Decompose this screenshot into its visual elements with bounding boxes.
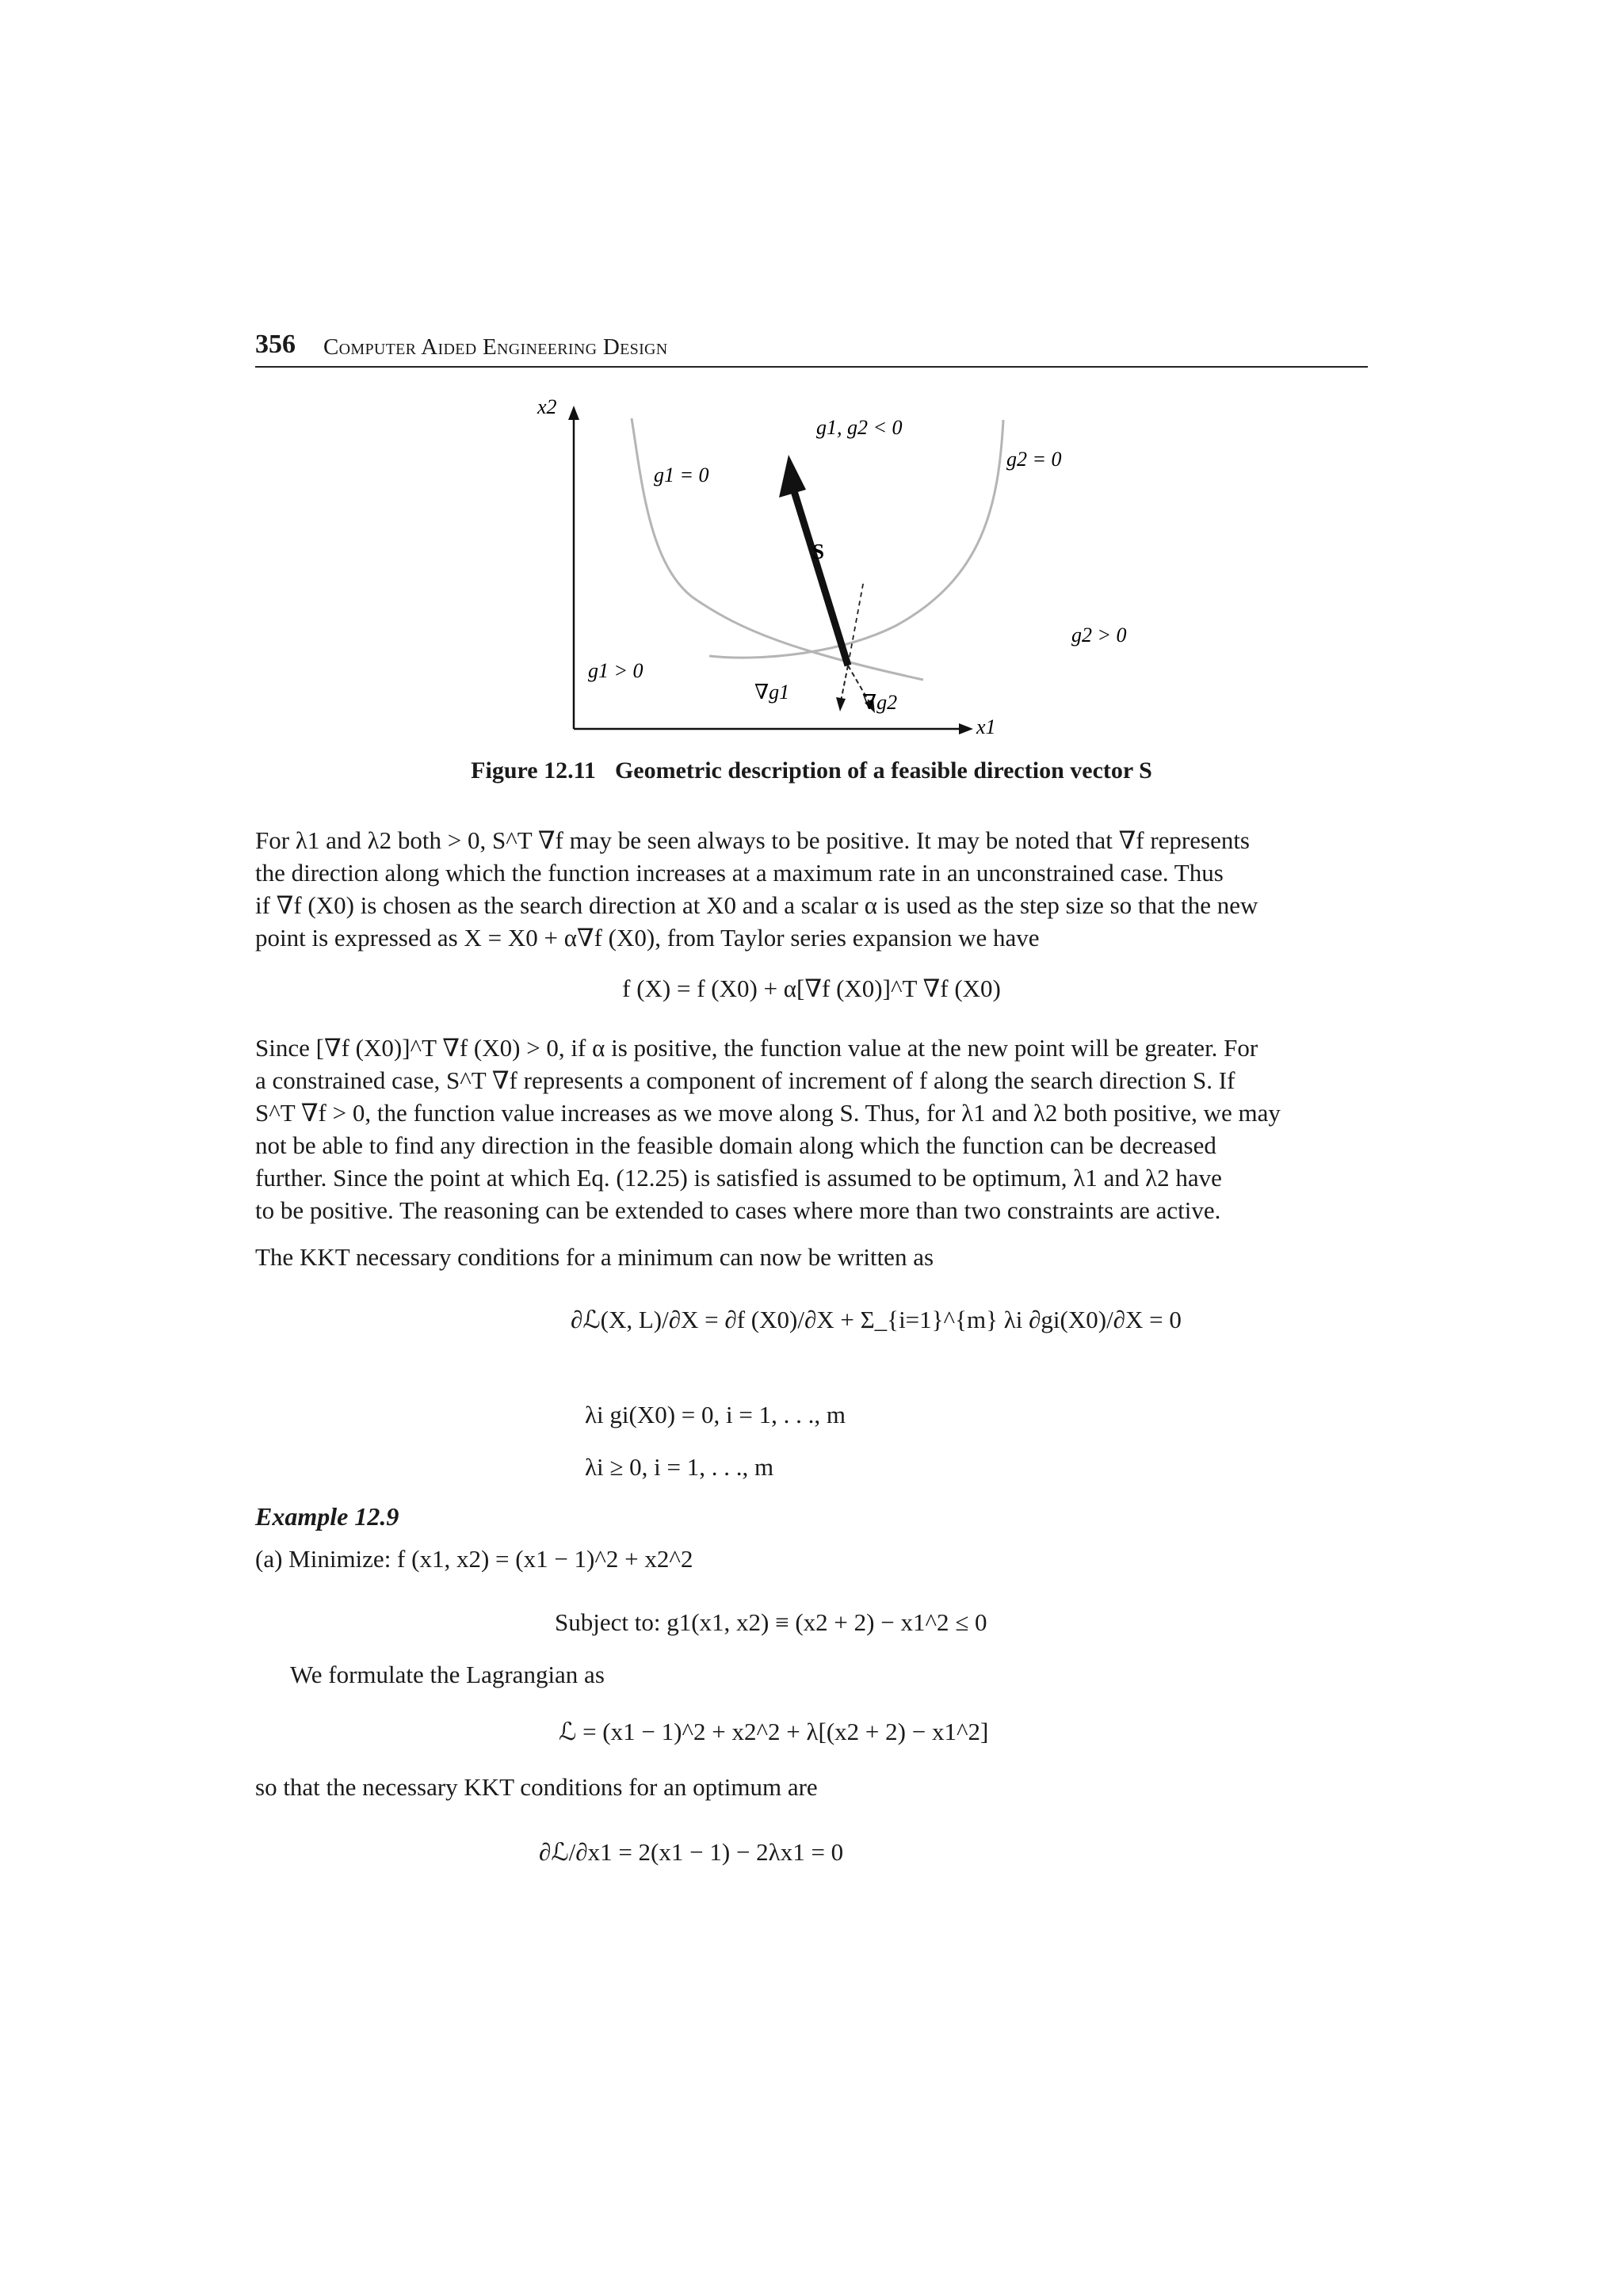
text-line: the direction along which the function increases at a maximum rate in an unconstrained case. Thus [255, 859, 1224, 887]
figure-caption-text: Geometric description of a feasible direction vector S [614, 757, 1152, 784]
text-line: For λ1 and λ2 both > 0, S^T ∇f may be seen always to be positive. It may be noted that ∇f represents [255, 826, 1251, 854]
g2-eq-label: g2 = 0 [1006, 448, 1062, 471]
lagrangian-intro: We formulate the Lagrangian as [290, 1661, 605, 1688]
text-line: point is expressed as X = X0 + α∇f (X0), from Taylor series expansion we have [255, 924, 1040, 952]
figure-feasible-direction [523, 396, 1157, 745]
figure-number: Figure 12.11 [471, 757, 596, 784]
text-line: to be positive. The reasoning can be extended to cases where more than two constraints are active. [255, 1196, 1221, 1224]
s-label: S [812, 540, 825, 563]
text-line: not be able to find any direction in the feasible domain along which the function can be decreased [255, 1131, 1216, 1159]
taylor-equation: f (X) = f (X0) + α[∇f (X0)]^T ∇f (X0) [622, 974, 1001, 1002]
lagrangian-equation: ℒ = (x1 − 1)^2 + x2^2 + λ[(x2 + 2) − x1^2] [559, 1718, 989, 1745]
g1-eq-label: g1 = 0 [654, 463, 709, 486]
text-line: if ∇f (X0) is chosen as the search direction at X0 and a scalar α is used as the step size so that the new [255, 891, 1258, 919]
search-direction-arrowhead [779, 455, 806, 498]
example-title: Example 12.9 [255, 1502, 399, 1531]
grad-g1-label: ∇g1 [754, 681, 790, 704]
kkt-intro: so that the necessary KKT conditions for an optimum are [255, 1773, 818, 1801]
grad-g1-arrowhead [836, 697, 846, 711]
feasible-region-label: g1, g2 < 0 [816, 416, 903, 439]
example-part-a: (a) Minimize: f (x1, x2) = (x1 − 1)^2 + x2^2 [255, 1545, 693, 1573]
grad-g2-label: ∇g2 [862, 691, 898, 714]
paragraph-1 [255, 824, 1368, 954]
search-direction-arrow [794, 491, 848, 666]
g2-gt-label: g2 > 0 [1071, 624, 1127, 646]
kkt-equation-2: λi gi(X0) = 0, i = 1, . . ., m [585, 1401, 846, 1428]
x2-axis-label: x2 [537, 396, 557, 418]
paragraph-2 [255, 1032, 1368, 1226]
text-line: Since [∇f (X0)]^T ∇f (X0) > 0, if α is positive, the function value at the new point will be greater. For [255, 1034, 1258, 1062]
x-axis-arrowhead [959, 723, 973, 734]
paragraph-3: The KKT necessary conditions for a minimum can now be written as [255, 1243, 934, 1271]
running-title: Computer Aided Engineering Design [323, 334, 668, 360]
grad-g1-arrow [841, 666, 848, 701]
figure-caption [0, 757, 1623, 784]
x1-axis-label: x1 [976, 715, 996, 738]
page-number: 356 [255, 330, 296, 359]
text-line: S^T ∇f > 0, the function value increases as we move along S. Thus, for λ1 and λ2 both positive, we may [255, 1099, 1281, 1127]
example-subject-to: Subject to: g1(x1, x2) ≡ (x2 + 2) − x1^2 ≤ 0 [555, 1608, 987, 1636]
kkt-equation-3: λi ≥ 0, i = 1, . . ., m [585, 1453, 774, 1481]
y-axis-arrowhead [568, 406, 579, 420]
g1-curve [632, 418, 923, 680]
running-header [255, 326, 1368, 368]
g1-gt-label: g1 > 0 [588, 659, 643, 682]
text-line: a constrained case, S^T ∇f represents a component of increment of f along the search direction S. If [255, 1066, 1235, 1094]
text-line: further. Since the point at which Eq. (12.25) is satisfied is assumed to be optimum, λ1 and λ2 have [255, 1164, 1222, 1192]
g2-tangent-dashed [848, 580, 864, 666]
kkt-equation-1: ∂ℒ(X, L)/∂X = ∂f (X0)/∂X + Σ_{i=1}^{m} λi ∂gi(X0)/∂X = 0 [571, 1306, 1182, 1333]
kkt-derivative-equation: ∂ℒ/∂x1 = 2(x1 − 1) − 2λx1 = 0 [539, 1838, 844, 1866]
